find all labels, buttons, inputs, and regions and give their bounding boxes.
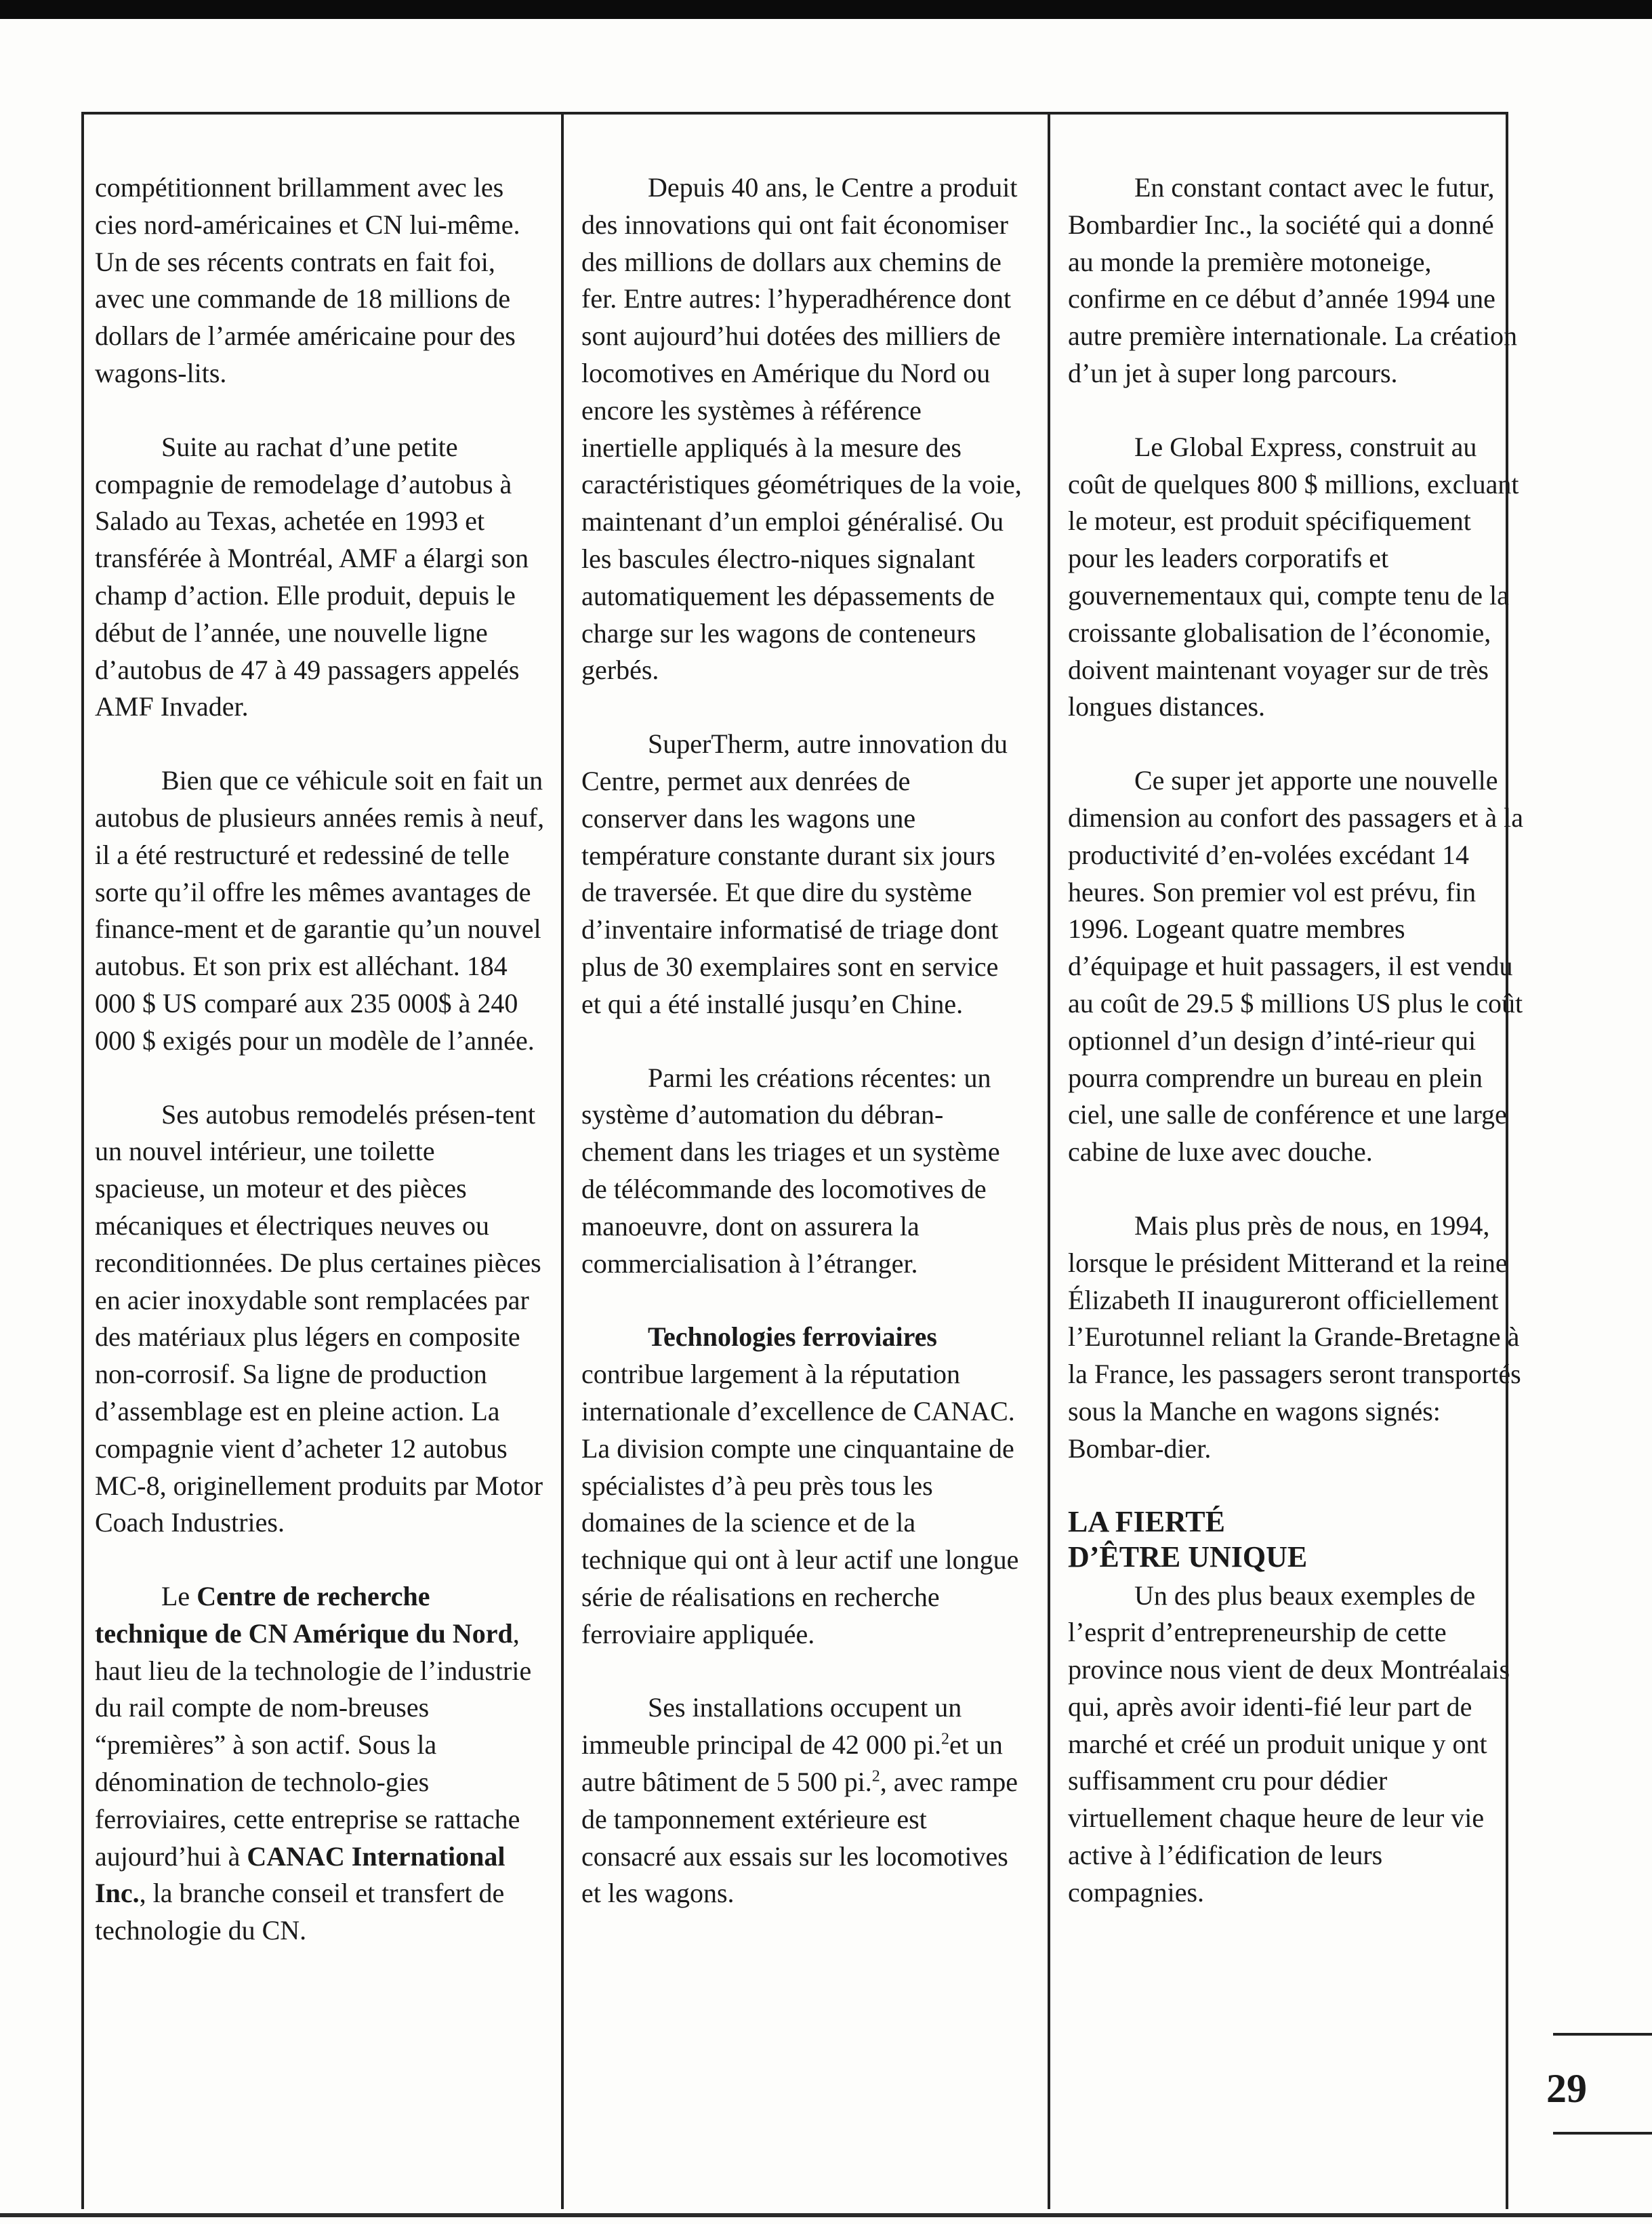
section-heading-line-1: LA FIERTÉ bbox=[1068, 1504, 1225, 1538]
page-number-rule-top bbox=[1553, 2033, 1652, 2036]
col1-paragraph-1: compétitionnent brillamment avec les cies nord-américaines et CN lui-même. Un de ses récents contrats en fait foi, avec une commande de 18 millions de dollars de l’armée américaine pour des wagons-lits. bbox=[95, 172, 520, 388]
col2-paragraph-5 bbox=[581, 1689, 1022, 1912]
col1-paragraph-2: Suite au rachat d’une petite compagnie de remodelage d’autobus à Salado au Texas, achetée en 1993 et transférée à Montréal, AMF a élargi son champ d’action. Elle produit, depuis le début de l’année, une nouvelle ligne d’autobus de 47 à 49 passagers appelés AMF Invader. bbox=[95, 431, 529, 722]
col1-p5-lead: Le bbox=[161, 1581, 197, 1612]
col2-p5-c: , avec rampe de tamponnement extérieure est consacré aux essais sur les locomotives et les wagons. bbox=[581, 1767, 1018, 1909]
col2-paragraph-2: SuperTherm, autre innovation du Centre, permet aux denrées de conserver dans les wagons une température constante durant six jours de traversée. Et que dire du système d’inventaire informatisé de triage dont plus de 30 exemplaires sont en service et qui a été installé jusqu’en Chine. bbox=[581, 728, 1008, 1019]
section-heading-line-2: D’ÊTRE UNIQUE bbox=[1068, 1540, 1308, 1573]
col2-paragraph-1: Depuis 40 ans, le Centre a produit des innovations qui ont fait économiser des millions de dollars aux chemins de fer. Entre autres: l’hyperadhérence dont sont aujourd’hui dotées des milliers de locomotives en Amérique du Nord ou encore les systèmes à référence inertielle appliqués à la mesure des caractéristiques géométriques de la voie, maintenant d’un emploi généralisé. Ou les bascules électro-niques signalant automatiquement les dépassements de charge sur les wagons de conteneurs gerbés. bbox=[581, 172, 1022, 686]
column-3 bbox=[1068, 169, 1525, 1912]
col3-paragraph-4: Mais plus près de nous, en 1994, lorsque le président Mitterand et la reine Élizabeth II inaugureront officiellement l’Eurotunnel reliant la Grande-Bretagne à la France, les passagers seront transportés sous la Manche en wagons signés: Bombar-dier. bbox=[1068, 1210, 1521, 1464]
col2-paragraph-4 bbox=[581, 1319, 1022, 1653]
col3-paragraph-3: Ce super jet apporte une nouvelle dimension au confort des passagers et à la productivité d’en-volées excédant 14 heures. Son premier vol est prévu, fin 1996. Logeant quatre membres d’équipage et huit passagers, il est vendu au coût de 29.5 $ millions US plus le coût optionnel d’un design d’inté-rieur qui pourra comprendre un bureau en plein ciel, une salle de conférence et une large cabine de luxe avec douche. bbox=[1068, 765, 1524, 1168]
col2-paragraph-3: Parmi les créations récentes: un système d’automation du débran-chement dans les triages et un système de télécommande des locomotives de manoeuvre, dont on assurera la commercialisation à l’étranger. bbox=[581, 1062, 1000, 1279]
column-2 bbox=[581, 169, 1022, 1949]
col3-paragraph-5: Un des plus beaux exemples de l’esprit d’entrepreneurship de cette province nous vient de deux Montréalais qui, après avoir identi-fié leur part de marché et créé un produit unique y ont suffisamment cru pour dédier virtuellement chaque heure de leur vie active à l’édification de leurs compagnies. bbox=[1068, 1580, 1510, 1908]
page-number: 29 bbox=[1546, 2066, 1587, 2111]
top-scan-border bbox=[0, 0, 1652, 19]
column-1 bbox=[95, 169, 549, 1986]
centre-de-recherche-name: Centre de recherche technique de CN Amérique du Nord bbox=[95, 1581, 513, 1649]
col2-p5-b: et un autre bâtiment de 5 500 pi. bbox=[581, 1729, 1003, 1798]
page-number-box bbox=[1533, 2033, 1652, 2135]
column-divider-1 bbox=[561, 112, 564, 2209]
col3-paragraph-2: Le Global Express, construit au coût de quelques 800 $ millions, excluant le moteur, est produit spécifiquement pour les leaders corporatifs et gouvernementaux qui, compte tenu de la croissante globalisation de l’économie, doivent maintenant voyager sur de très longues distances. bbox=[1068, 431, 1519, 722]
col2-p4-rest: contribue largement à la réputation internationale d’excellence de CANAC. La division compte une cinquantaine de spécialistes d’à peu près tous les domaines de la science et de la technique qui ont à leur actif une longue série de réalisations en recherche ferroviaire appliquée. bbox=[581, 1359, 1019, 1649]
col1-p5-end: , la branche conseil et transfert de technologie du CN. bbox=[95, 1878, 505, 1946]
page-number-rule-bottom bbox=[1553, 2132, 1652, 2135]
col1-paragraph-4: Ses autobus remodelés présen-tent un nouvel intérieur, une toilette spacieuse, un moteur et des pièces mécaniques et électriques neuves ou reconditionnées. De plus certaines pièces en acier inoxydable sont remplacées par des matériaux plus légers en composite non-corrosif. Sa ligne de production d’assemblage est en pleine action. La compagnie vient d’acheter 12 autobus MC-8, originellement produits par Motor Coach Industries. bbox=[95, 1098, 543, 1538]
section-heading bbox=[1068, 1504, 1525, 1575]
technologies-ferroviaires-heading: Technologies ferroviaires bbox=[648, 1321, 937, 1353]
col3-paragraph-1: En constant contact avec le futur, Bombardier Inc., la société qui a donné au monde la première motoneige, confirme en ce début d’année 1994 une autre première internationale. La création d’un jet à super long parcours. bbox=[1068, 172, 1517, 388]
col1-paragraph-3: Bien que ce véhicule soit en fait un autobus de plusieurs années remis à neuf, il a été restructuré et redessiné de telle sorte qu’il offre les mêmes avantages de finance-ment et de garantie qu’un nouvel autobus. Et son prix est alléchant. 184 000 $ US comparé aux 235 000$ à 240 000 $ exigés pour un modèle de l’année. bbox=[95, 765, 545, 1056]
column-divider-2 bbox=[1048, 112, 1050, 2209]
superscript-2: 2 bbox=[941, 1730, 949, 1748]
superscript-2-b: 2 bbox=[871, 1767, 880, 1786]
col2-p5-a: Ses installations occupent un immeuble principal de 42 000 pi. bbox=[581, 1692, 962, 1760]
canac-name: CANAC International Inc. bbox=[95, 1840, 505, 1909]
col1-p5-mid: , haut lieu de la technologie de l’industrie du rail compte de nom-breuses “premières” à son actif. Sous la dénomination de technolo-gies ferroviaires, cette entreprise se rattache aujourd’hui à bbox=[95, 1618, 532, 1872]
col1-paragraph-5 bbox=[95, 1578, 549, 1950]
